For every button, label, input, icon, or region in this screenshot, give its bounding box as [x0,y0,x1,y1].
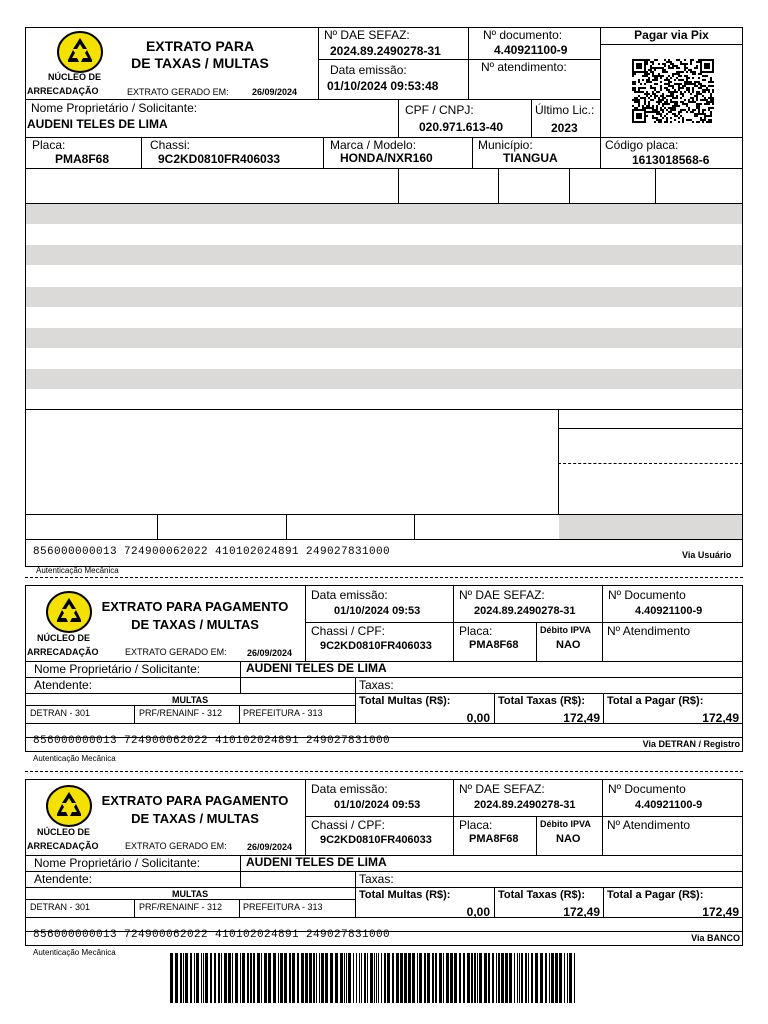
generated-date: 26/09/2024 [252,87,298,97]
chassi-value: 9C2KD0810FR406033 [158,152,281,166]
stub-ipva-label: Débito IPVA [540,625,591,635]
stub-emission-label: Data emissão: [311,588,388,602]
owner-value: AUDENI TELES DE LIMA [27,117,168,131]
stub-bottom-frame [25,932,743,946]
stub-total-taxas-label: Total Taxas (R$): [498,889,585,901]
stub-chassi-label: Chassi / CPF: [311,624,386,638]
stub-bottom-frame [25,738,743,752]
stub-digitable-line[interactable]: 856000000013 724900062022 410102024891 249027831000 [33,735,391,747]
title-line1: EXTRATO PARA [145,38,255,54]
stub-total-pagar-value: 172,49 [702,711,739,725]
digitable-line[interactable]: 856000000013 724900062022 410102024891 249027831000 [33,546,391,558]
nucleo-logo-icon [45,784,93,828]
nucleo-logo-icon [56,30,104,74]
stub-atendimento-label: Nº Atendimento [607,624,691,638]
stub-ipva-value: NAO [556,639,581,651]
stub-dae-value: 2024.89.2490278-31 [474,605,576,617]
org-name-line1: NÚCLEO DE [37,633,91,643]
stub-title-line1: EXTRATO PARA PAGAMENTO [101,599,289,614]
stub-doc-label: Nº Documento [608,782,686,796]
payment-barcode[interactable] [170,953,578,1003]
auth-label: Autenticação Mecânica [36,566,119,575]
stub-taxes-label: Taxas: [359,872,394,886]
stub-owner-value: AUDENI TELES DE LIMA [246,855,387,869]
stub-total-pagar-label: Total a Pagar (R$): [607,695,704,707]
emission-value: 01/10/2024 09:53:48 [327,79,439,93]
generated-date: 26/09/2024 [247,648,293,658]
org-name-line1: NÚCLEO DE [48,72,102,82]
cut-line [25,771,743,772]
generated-label: EXTRATO GERADO EM: [125,841,227,851]
stub-total-multas-value: 0,00 [466,905,490,919]
cpf-label: CPF / CNPJ: [405,103,474,117]
stub-dae-value: 2024.89.2490278-31 [474,799,576,811]
cpf-value: 020.971.613-40 [419,120,504,134]
stub-multas-header: MULTAS [172,695,209,705]
stub-multas-header: MULTAS [172,889,209,899]
stub-plate-label: Placa: [459,818,493,832]
city-label: Município: [478,138,533,152]
plate-label: Placa: [32,138,66,152]
stub-title-line2: DE TAXAS / MULTAS [131,811,259,826]
stub-attendant-label: Atendente: [34,872,93,886]
stub-plate-label: Placa: [459,624,493,638]
stub-prefeitura: PREFEITURA - 313 [243,708,323,718]
city-value: TIANGUA [503,151,558,165]
stub-attendant-label: Atendente: [34,678,93,692]
stub-total-taxas-value: 172,49 [563,711,600,725]
generated-date: 26/09/2024 [247,842,293,852]
stub-doc-value: 4.40921100-9 [635,799,703,811]
stub-owner-value: AUDENI TELES DE LIMA [246,661,387,675]
title-line2: DE TAXAS / MULTAS [131,55,269,71]
stub-total-multas-value: 0,00 [466,711,490,725]
auth-label: Autenticação Mecânica [33,754,116,763]
stub-taxes-label: Taxas: [359,678,394,692]
stub-title-line2: DE TAXAS / MULTAS [131,617,259,632]
doc-value: 4.40921100-9 [494,43,568,57]
stub-plate-value: PMA8F68 [469,833,519,845]
stub-doc-value: 4.40921100-9 [635,605,703,617]
platecode-value: 1613018568-6 [632,153,710,167]
stub-total-pagar-label: Total a Pagar (R$): [607,889,704,901]
stub-detran: DETRAN - 301 [30,902,91,912]
auth-label: Autenticação Mecânica [33,948,116,957]
plate-value: PMA8F68 [55,152,110,166]
stub-chassi-label: Chassi / CPF: [311,818,386,832]
cut-line [25,577,743,578]
stub-prf: PRF/RENAINF - 312 [139,902,223,912]
stub-emission-label: Data emissão: [311,782,388,796]
stub-total-taxas-value: 172,49 [563,905,600,919]
stub-digitable-line[interactable]: 856000000013 724900062022 410102024891 249027831000 [33,929,391,941]
model-label: Marca / Modelo: [330,138,417,152]
stub-dae-label: Nº DAE SEFAZ: [459,588,545,602]
stub-emission-value: 01/10/2024 09:53 [334,605,421,617]
stub-prf: PRF/RENAINF - 312 [139,708,223,718]
generated-label: EXTRATO GERADO EM: [127,87,229,97]
via-label: Via Usuário [682,550,732,560]
stub-owner-label: Nome Proprietário / Solicitante: [34,662,201,676]
stub-via-label: Via BANCO [691,933,740,943]
stub-chassi-value: 9C2KD0810FR406033 [320,640,432,652]
lastlic-value: 2023 [551,121,578,135]
owner-label: Nome Proprietário / Solicitante: [31,101,198,115]
atendimento-label: Nº atendimento: [481,60,567,74]
doc-label: Nº documento: [483,28,563,42]
stub-title-line1: EXTRATO PARA PAGAMENTO [101,793,289,808]
stub-total-multas-label: Total Multas (R$): [359,695,451,707]
pix-label: Pagar via Pix [634,28,709,42]
dae-value: 2024.89.2490278-31 [330,44,441,58]
stub-total-pagar-value: 172,49 [702,905,739,919]
stub-detran [0,585,768,765]
dae-label: Nº DAE SEFAZ: [324,28,410,42]
generated-label: EXTRATO GERADO EM: [125,647,227,657]
stub-owner-label: Nome Proprietário / Solicitante: [34,856,201,870]
stub-prefeitura: PREFEITURA - 313 [243,902,323,912]
stub-atendimento-label: Nº Atendimento [607,818,691,832]
stub-dae-label: Nº DAE SEFAZ: [459,782,545,796]
pix-qr-code[interactable] [632,59,714,123]
stub-plate-value: PMA8F68 [469,639,519,651]
stub-ipva-label: Débito IPVA [540,819,591,829]
stub-emission-value: 01/10/2024 09:53 [334,799,421,811]
platecode-label: Código placa: [605,138,679,152]
model-value: HONDA/NXR160 [340,151,433,165]
lastlic-label: Último Lic.: [535,103,595,117]
stub-doc-label: Nº Documento [608,588,686,602]
stub-detran: DETRAN - 301 [30,708,91,718]
nucleo-logo-icon [45,590,93,634]
stub-total-taxas-label: Total Taxas (R$): [498,695,585,707]
stub-banco [0,779,768,959]
emission-label: Data emissão: [330,63,407,77]
stub-ipva-value: NAO [556,833,581,845]
chassi-label: Chassi: [150,138,191,152]
stub-total-multas-label: Total Multas (R$): [359,889,451,901]
org-name-line2: ARRECADAÇÃO [27,647,99,657]
stub-chassi-value: 9C2KD0810FR406033 [320,834,432,846]
org-name-line2: ARRECADAÇÃO [27,841,99,851]
org-name-line2: ARRECADAÇÃO [27,86,99,96]
org-name-line1: NÚCLEO DE [37,827,91,837]
stub-via-label: Via DETRAN / Registro [642,739,740,749]
